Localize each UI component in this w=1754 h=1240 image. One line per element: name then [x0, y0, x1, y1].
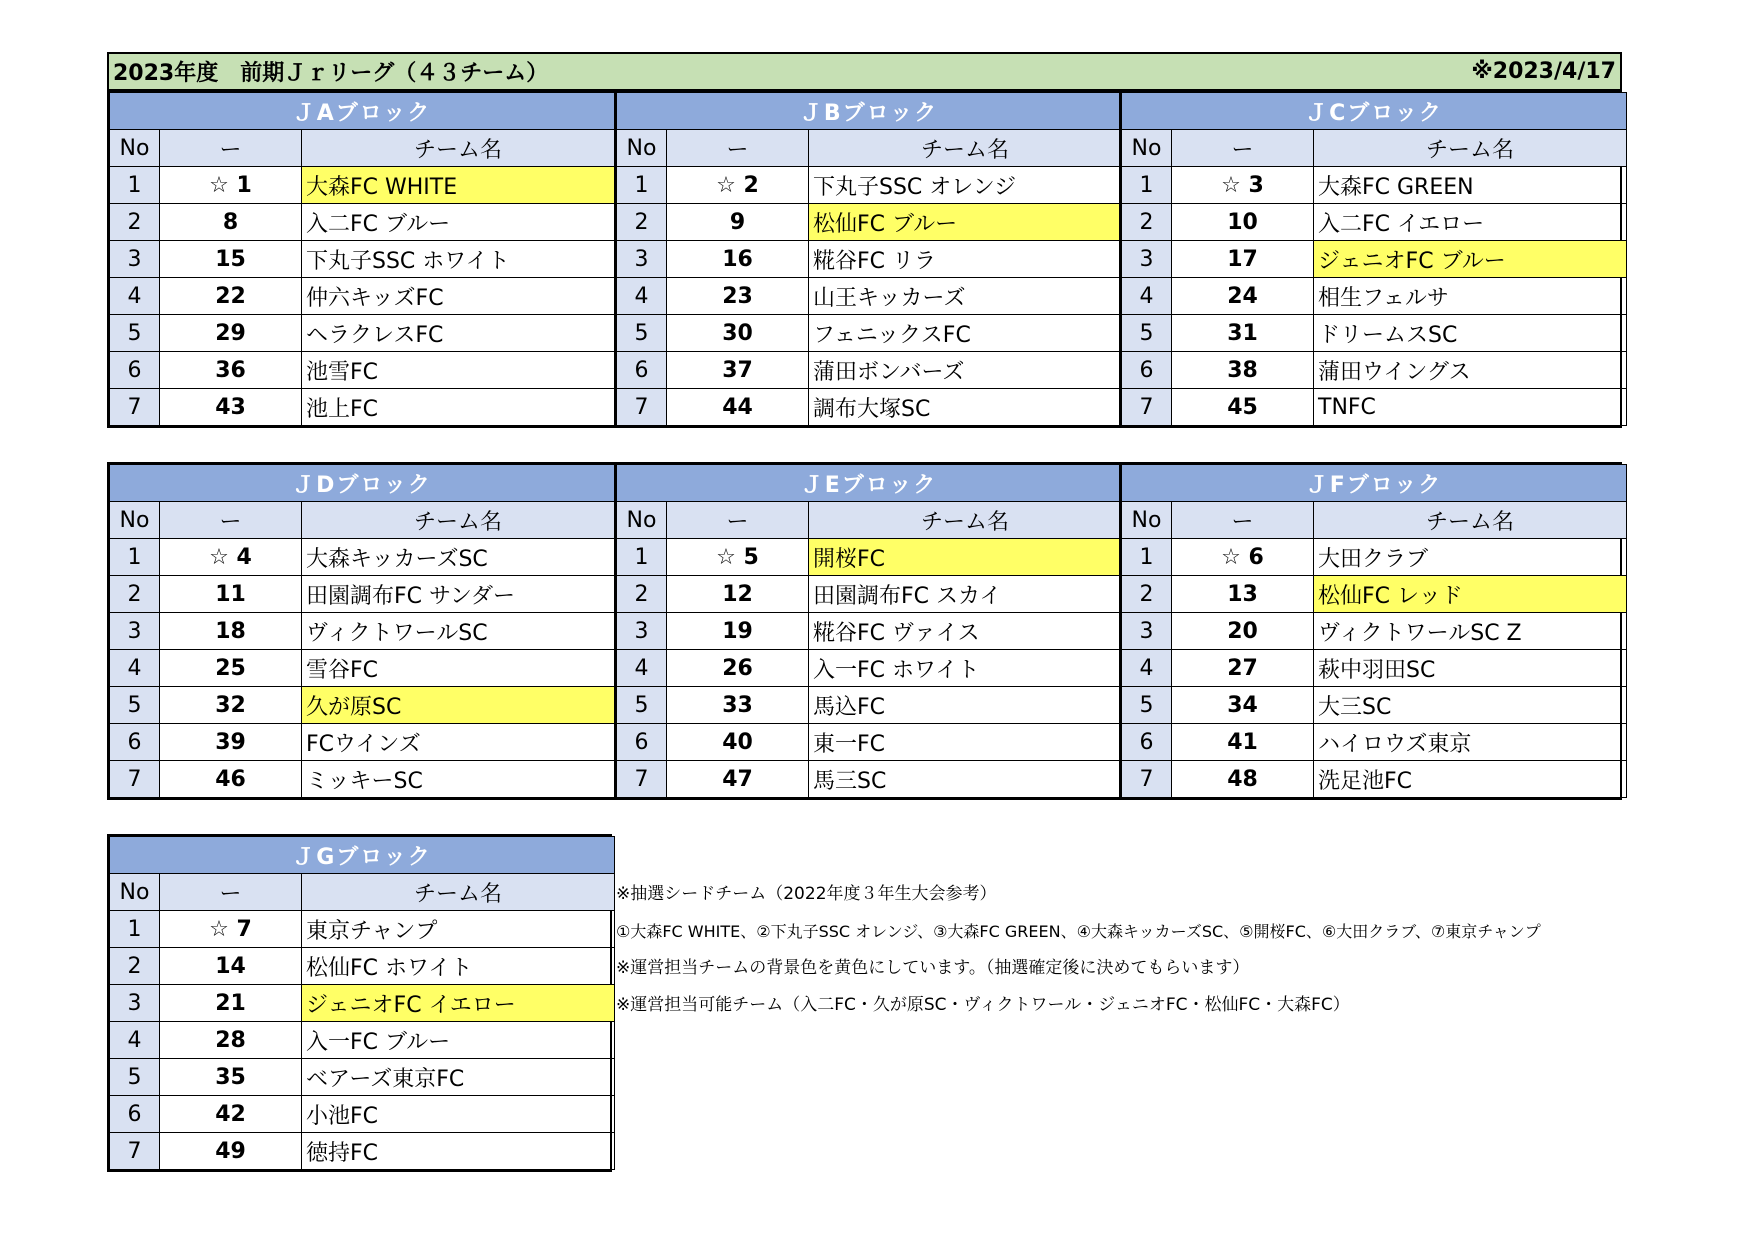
- row-team-name: 大三SC: [1314, 687, 1627, 724]
- row-no: 3: [110, 241, 160, 278]
- row-no: 6: [1122, 352, 1172, 389]
- column-header-team: チーム名: [809, 130, 1122, 167]
- row-team-name: TNFC: [1314, 389, 1627, 426]
- row-no: 7: [110, 761, 160, 798]
- row-no: 3: [617, 241, 667, 278]
- table-row: [110, 1096, 615, 1133]
- note-seed-list: ①大森FC WHITE、②下丸子SSC オレンジ、③大森FC GREEN、④大森キッカーズSC、⑤開桜FC、⑥大田クラブ、⑦東京チャンプ: [616, 922, 1541, 941]
- row-no: 5: [617, 315, 667, 352]
- table-row: [110, 613, 615, 650]
- row-seed-number: 8: [160, 204, 302, 241]
- column-header-seed: ー: [160, 502, 302, 539]
- row-no: 6: [110, 352, 160, 389]
- row-seed-number: ☆ 6: [1172, 539, 1314, 576]
- row-no: 7: [1122, 761, 1172, 798]
- row-team-name: 大森FC WHITE: [302, 167, 615, 204]
- column-header-no: No: [1122, 502, 1172, 539]
- row-team-name: 大森FC GREEN: [1314, 167, 1627, 204]
- table-row: [617, 576, 1122, 613]
- block-table-c: [1121, 92, 1627, 426]
- column-header-seed: ー: [160, 130, 302, 167]
- column-header-seed: ー: [160, 874, 302, 911]
- row-team-name: 池雪FC: [302, 352, 615, 389]
- row-seed-number: 40: [667, 724, 809, 761]
- block-f: [1119, 464, 1624, 798]
- row-seed-number: 37: [667, 352, 809, 389]
- table-row: [110, 278, 615, 315]
- row-team-name: 松仙FC ホワイト: [302, 948, 615, 985]
- row-no: 1: [617, 167, 667, 204]
- block-d: [109, 464, 614, 798]
- row-no: 5: [110, 315, 160, 352]
- row-seed-number: 47: [667, 761, 809, 798]
- row-no: 4: [110, 1022, 160, 1059]
- table-row: [110, 315, 615, 352]
- row-seed-number: 34: [1172, 687, 1314, 724]
- row-team-name: ドリームスSC: [1314, 315, 1627, 352]
- row-no: 7: [1122, 389, 1172, 426]
- row-team-name: 馬込FC: [809, 687, 1122, 724]
- table-row: [617, 204, 1122, 241]
- row-no: 7: [110, 1133, 160, 1170]
- row-no: 3: [110, 613, 160, 650]
- row-no: 2: [617, 576, 667, 613]
- block-table-g: [109, 836, 615, 1170]
- table-row: [1122, 167, 1627, 204]
- table-row: [1122, 576, 1627, 613]
- row-seed-number: ☆ 2: [667, 167, 809, 204]
- row-team-name: 徳持FC: [302, 1133, 615, 1170]
- table-row: [1122, 389, 1627, 426]
- table-row: [1122, 724, 1627, 761]
- row-team-name: 松仙FC ブルー: [809, 204, 1122, 241]
- row-seed-number: 13: [1172, 576, 1314, 613]
- row-no: 5: [110, 1059, 160, 1096]
- row-team-name: ヴィクトワールSC Z: [1314, 613, 1627, 650]
- row-seed-number: 35: [160, 1059, 302, 1096]
- table-row: [1122, 352, 1627, 389]
- row-team-name: 入二FC イエロー: [1314, 204, 1627, 241]
- table-row: [110, 650, 615, 687]
- row-seed-number: 42: [160, 1096, 302, 1133]
- block-c: [1119, 92, 1624, 426]
- row-team-name: 久が原SC: [302, 687, 615, 724]
- row-seed-number: 11: [160, 576, 302, 613]
- row-team-name: ジェニオFC ブルー: [1314, 241, 1627, 278]
- table-row: [617, 613, 1122, 650]
- row-no: 5: [1122, 315, 1172, 352]
- row-no: 3: [617, 613, 667, 650]
- row-team-name: 東京チャンプ: [302, 911, 615, 948]
- row-no: 6: [617, 352, 667, 389]
- table-row: [617, 724, 1122, 761]
- row-seed-number: 9: [667, 204, 809, 241]
- table-row: [617, 650, 1122, 687]
- column-header-seed: ー: [667, 130, 809, 167]
- row-seed-number: 15: [160, 241, 302, 278]
- table-row: [1122, 650, 1627, 687]
- row-no: 1: [110, 911, 160, 948]
- block-table-d: [109, 464, 615, 798]
- row-seed-number: 25: [160, 650, 302, 687]
- row-seed-number: 23: [667, 278, 809, 315]
- row-no: 3: [1122, 613, 1172, 650]
- block-header-b: ＪBブロック: [617, 93, 1122, 130]
- row-team-name: 入一FC ブルー: [302, 1022, 615, 1059]
- row-seed-number: 21: [160, 985, 302, 1022]
- notes: [616, 876, 1541, 1024]
- row-team-name: 仲六キッズFC: [302, 278, 615, 315]
- table-row: [617, 315, 1122, 352]
- row-seed-number: 33: [667, 687, 809, 724]
- row-seed-number: 22: [160, 278, 302, 315]
- row-seed-number: 48: [1172, 761, 1314, 798]
- row-seed-number: 30: [667, 315, 809, 352]
- table-row: [110, 1059, 615, 1096]
- block-header-g: ＪGブロック: [110, 837, 615, 874]
- row-seed-number: ☆ 3: [1172, 167, 1314, 204]
- table-row: [617, 278, 1122, 315]
- row-no: 7: [110, 389, 160, 426]
- row-no: 1: [110, 167, 160, 204]
- column-header-seed: ー: [667, 502, 809, 539]
- row-team-name: 糀谷FC ヴァイス: [809, 613, 1122, 650]
- row-team-name: 田園調布FC スカイ: [809, 576, 1122, 613]
- row-seed-number: 28: [160, 1022, 302, 1059]
- row-team-name: 蒲田ウイングス: [1314, 352, 1627, 389]
- block-e: [614, 464, 1119, 798]
- row-seed-number: 27: [1172, 650, 1314, 687]
- row-team-name: FCウインズ: [302, 724, 615, 761]
- row-team-name: 開桜FC: [809, 539, 1122, 576]
- row-team-name: 馬三SC: [809, 761, 1122, 798]
- block-header-c: ＪCブロック: [1122, 93, 1627, 130]
- block-table-f: [1121, 464, 1627, 798]
- row-seed-number: 18: [160, 613, 302, 650]
- column-header-team: チーム名: [302, 874, 615, 911]
- row-no: 4: [617, 278, 667, 315]
- table-row: [110, 724, 615, 761]
- table-row: [110, 1133, 615, 1170]
- row-no: 2: [1122, 204, 1172, 241]
- row-team-name: ベアーズ東京FC: [302, 1059, 615, 1096]
- table-row: [110, 761, 615, 798]
- row-team-name: 相生フェルサ: [1314, 278, 1627, 315]
- row-team-name: ジェニオFC イエロー: [302, 985, 615, 1022]
- row-no: 3: [1122, 241, 1172, 278]
- document-date: ※2023/4/17: [1471, 59, 1616, 84]
- table-row: [110, 985, 615, 1022]
- row-no: 1: [617, 539, 667, 576]
- block-table-b: [616, 92, 1122, 426]
- row-seed-number: 26: [667, 650, 809, 687]
- row-team-name: 東一FC: [809, 724, 1122, 761]
- row-team-name: 蒲田ボンバーズ: [809, 352, 1122, 389]
- column-header-no: No: [110, 130, 160, 167]
- column-header-seed: ー: [1172, 502, 1314, 539]
- column-header-team: チーム名: [1314, 130, 1627, 167]
- table-row: [110, 352, 615, 389]
- note-seed-teams: ※抽選シードチーム（2022年度３年生大会参考）: [616, 884, 997, 904]
- block-header-d: ＪDブロック: [110, 465, 615, 502]
- column-header-team: チーム名: [302, 130, 615, 167]
- row-team-name: ミッキーSC: [302, 761, 615, 798]
- table-row: [617, 761, 1122, 798]
- row-seed-number: 45: [1172, 389, 1314, 426]
- row-no: 1: [1122, 539, 1172, 576]
- row-team-name: 糀谷FC リラ: [809, 241, 1122, 278]
- table-row: [617, 539, 1122, 576]
- row-seed-number: 49: [160, 1133, 302, 1170]
- table-row: [110, 576, 615, 613]
- row-no: 1: [1122, 167, 1172, 204]
- row-seed-number: ☆ 7: [160, 911, 302, 948]
- row-no: 4: [110, 650, 160, 687]
- column-header-team: チーム名: [1314, 502, 1627, 539]
- table-row: [110, 948, 615, 985]
- table-row: [110, 167, 615, 204]
- block-table-e: [616, 464, 1122, 798]
- table-row: [110, 1022, 615, 1059]
- row-seed-number: ☆ 1: [160, 167, 302, 204]
- row-seed-number: ☆ 4: [160, 539, 302, 576]
- row-team-name: フェニックスFC: [809, 315, 1122, 352]
- block-b: [614, 92, 1119, 426]
- row-seed-number: 24: [1172, 278, 1314, 315]
- row-team-name: 大田クラブ: [1314, 539, 1627, 576]
- row-team-name: 田園調布FC サンダー: [302, 576, 615, 613]
- row-team-name: 大森キッカーズSC: [302, 539, 615, 576]
- block-header-e: ＪEブロック: [617, 465, 1122, 502]
- row-team-name: ハイロウズ東京: [1314, 724, 1627, 761]
- row-no: 5: [617, 687, 667, 724]
- row-no: 6: [110, 1096, 160, 1133]
- row-team-name: 松仙FC レッド: [1314, 576, 1627, 613]
- row-seed-number: 38: [1172, 352, 1314, 389]
- row-seed-number: 10: [1172, 204, 1314, 241]
- table-row: [1122, 204, 1627, 241]
- row-team-name: 入二FC ブルー: [302, 204, 615, 241]
- row-seed-number: 16: [667, 241, 809, 278]
- row-seed-number: 32: [160, 687, 302, 724]
- row-no: 6: [110, 724, 160, 761]
- row-seed-number: 29: [160, 315, 302, 352]
- column-header-team: チーム名: [302, 502, 615, 539]
- block-a: [109, 92, 614, 426]
- row-no: 4: [617, 650, 667, 687]
- row-seed-number: 39: [160, 724, 302, 761]
- block-row-3: [107, 834, 612, 1172]
- row-no: 2: [1122, 576, 1172, 613]
- row-no: 5: [1122, 687, 1172, 724]
- row-team-name: 洗足池FC: [1314, 761, 1627, 798]
- block-row-1: [107, 90, 1622, 428]
- column-header-seed: ー: [1172, 130, 1314, 167]
- row-seed-number: 43: [160, 389, 302, 426]
- row-no: 4: [1122, 278, 1172, 315]
- table-row: [1122, 687, 1627, 724]
- table-row: [110, 241, 615, 278]
- row-seed-number: 14: [160, 948, 302, 985]
- row-team-name: 池上FC: [302, 389, 615, 426]
- row-team-name: ヴィクトワールSC: [302, 613, 615, 650]
- row-no: 1: [110, 539, 160, 576]
- row-team-name: 入一FC ホワイト: [809, 650, 1122, 687]
- column-header-no: No: [110, 502, 160, 539]
- note-highlight-explanation: ※運営担当チームの背景色を黄色にしています。（抽選確定後に決めてもらいます）: [616, 958, 1250, 978]
- table-row: [1122, 241, 1627, 278]
- row-no: 2: [110, 576, 160, 613]
- row-seed-number: 17: [1172, 241, 1314, 278]
- row-seed-number: ☆ 5: [667, 539, 809, 576]
- table-row: [110, 204, 615, 241]
- table-row: [617, 241, 1122, 278]
- table-row: [1122, 278, 1627, 315]
- column-header-no: No: [617, 502, 667, 539]
- column-header-no: No: [617, 130, 667, 167]
- row-team-name: 萩中羽田SC: [1314, 650, 1627, 687]
- row-seed-number: 12: [667, 576, 809, 613]
- row-team-name: 下丸子SSC オレンジ: [809, 167, 1122, 204]
- row-seed-number: 44: [667, 389, 809, 426]
- column-header-team: チーム名: [809, 502, 1122, 539]
- row-seed-number: 36: [160, 352, 302, 389]
- row-team-name: 山王キッカーズ: [809, 278, 1122, 315]
- table-row: [617, 389, 1122, 426]
- page-title: 2023年度 前期Ｊｒリーグ（４３チーム）: [113, 61, 549, 86]
- row-no: 5: [110, 687, 160, 724]
- table-row: [1122, 761, 1627, 798]
- row-no: 4: [110, 278, 160, 315]
- block-row-2: [107, 462, 1622, 800]
- column-header-no: No: [110, 874, 160, 911]
- table-row: [617, 167, 1122, 204]
- row-seed-number: 19: [667, 613, 809, 650]
- block-header-f: ＪFブロック: [1122, 465, 1627, 502]
- row-team-name: 雪谷FC: [302, 650, 615, 687]
- row-no: 3: [110, 985, 160, 1022]
- block-g: [109, 836, 614, 1170]
- block-header-a: ＪAブロック: [110, 93, 615, 130]
- table-row: [1122, 539, 1627, 576]
- row-seed-number: 31: [1172, 315, 1314, 352]
- row-team-name: 調布大塚SC: [809, 389, 1122, 426]
- row-no: 7: [617, 761, 667, 798]
- row-team-name: 下丸子SSC ホワイト: [302, 241, 615, 278]
- row-seed-number: 20: [1172, 613, 1314, 650]
- row-seed-number: 41: [1172, 724, 1314, 761]
- table-row: [617, 687, 1122, 724]
- row-team-name: 小池FC: [302, 1096, 615, 1133]
- row-no: 2: [110, 948, 160, 985]
- row-seed-number: 46: [160, 761, 302, 798]
- note-available-teams: ※運営担当可能チーム（入二FC・久が原SC・ヴィクトワール・ジェニオFC・松仙FC・大森FC）: [616, 995, 1350, 1015]
- table-row: [617, 352, 1122, 389]
- table-row: [110, 687, 615, 724]
- row-no: 6: [1122, 724, 1172, 761]
- table-row: [110, 389, 615, 426]
- table-row: [110, 911, 615, 948]
- row-team-name: ヘラクレスFC: [302, 315, 615, 352]
- block-table-a: [109, 92, 615, 426]
- row-no: 2: [110, 204, 160, 241]
- table-row: [1122, 315, 1627, 352]
- row-no: 7: [617, 389, 667, 426]
- table-row: [110, 539, 615, 576]
- row-no: 2: [617, 204, 667, 241]
- row-no: 6: [617, 724, 667, 761]
- row-no: 4: [1122, 650, 1172, 687]
- column-header-no: No: [1122, 130, 1172, 167]
- table-row: [1122, 613, 1627, 650]
- title-bar: [107, 52, 1622, 90]
